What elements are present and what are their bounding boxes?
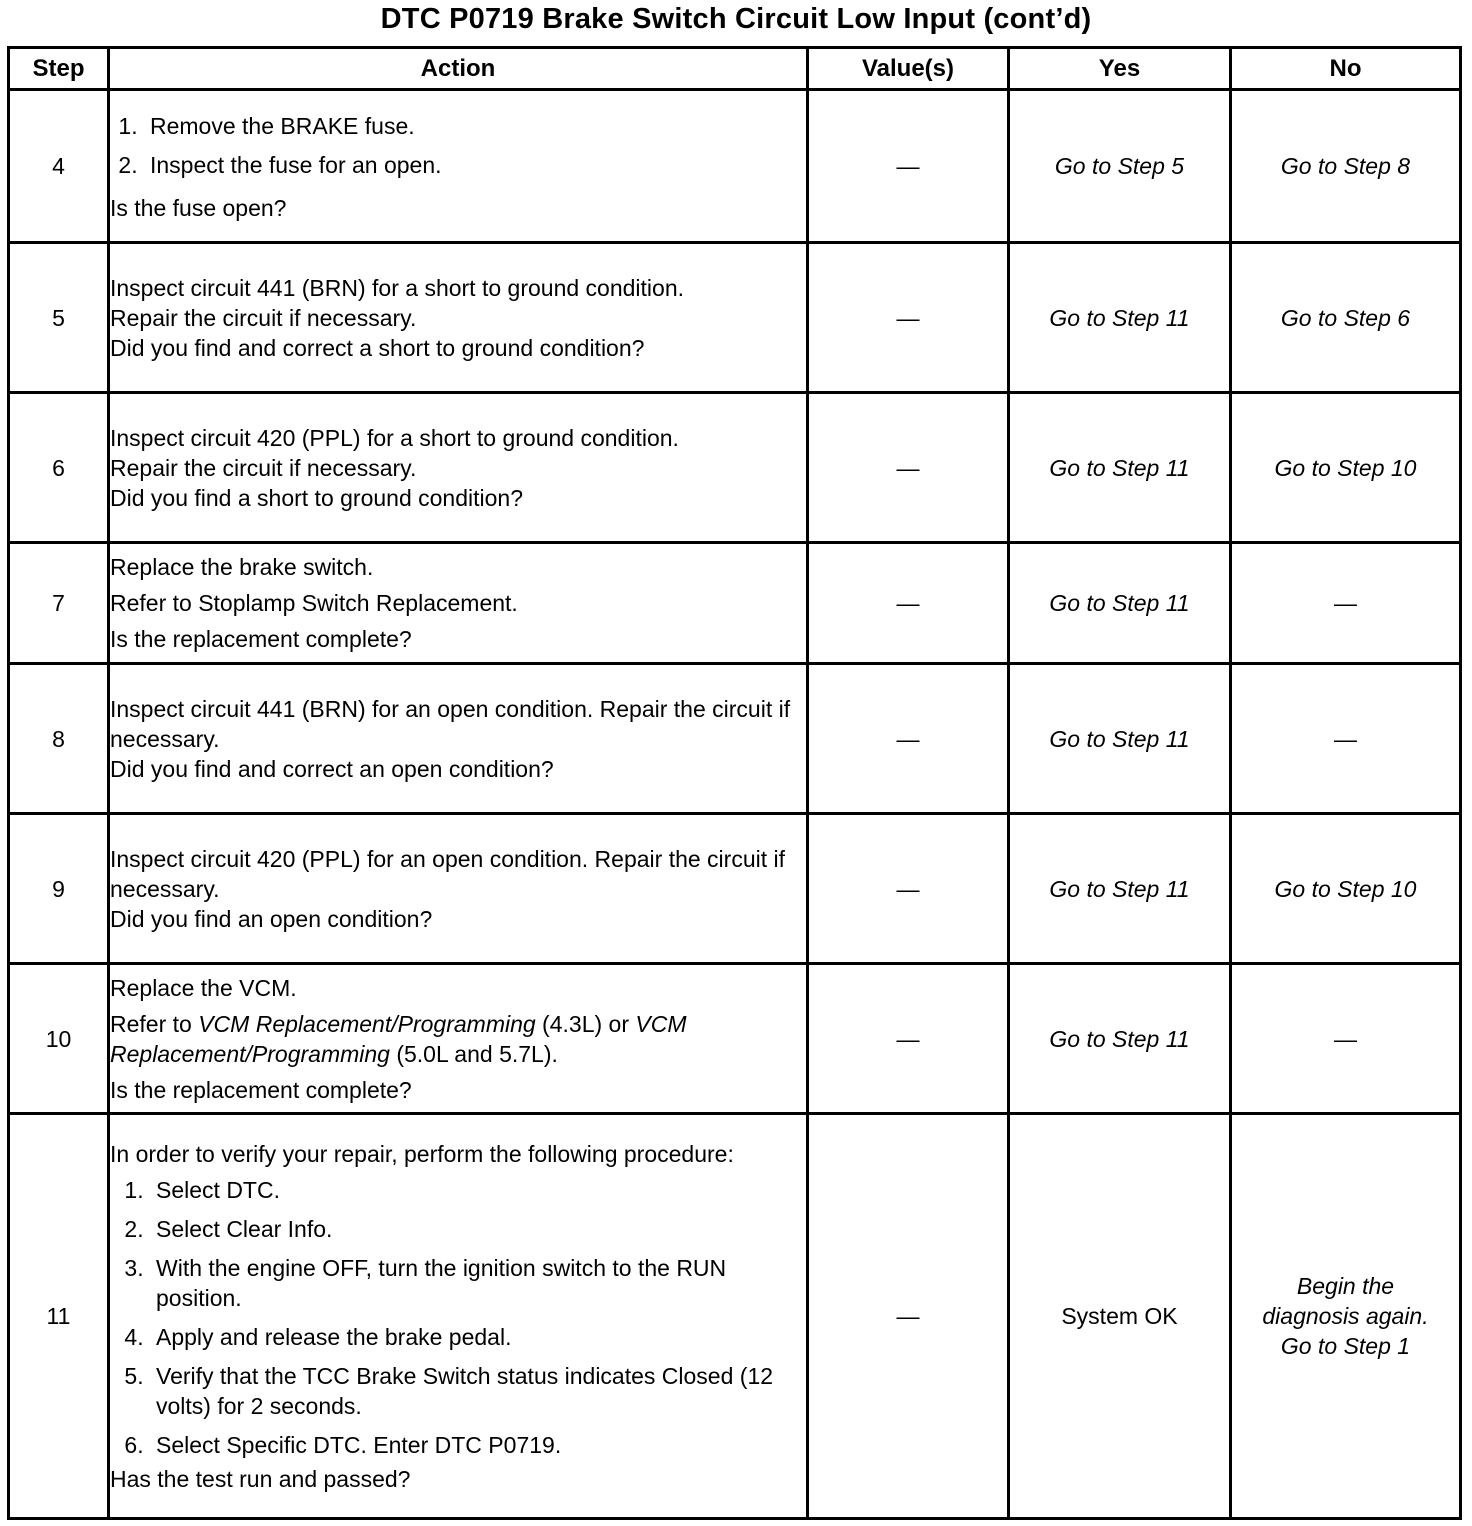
yes-goto: Go to Step 11 [1009,243,1231,393]
action-question: Has the test run and passed? [110,1465,411,1492]
yes-goto: Go to Step 11 [1009,664,1231,814]
step-number: 7 [9,543,109,664]
step-number: 10 [9,964,109,1114]
refer-mid: (4.3L) or [535,1010,636,1037]
list-item: 6. Select Specific DTC. Enter DTC P0719. [150,1430,806,1460]
action-list [110,1175,806,1460]
value-cell: — [808,814,1009,964]
yes-goto: Go to Step 11 [1009,393,1231,543]
action-question: Is the replacement complete? [110,1076,412,1103]
list-item: 3. With the engine OFF, turn the ignition switch to the RUN position. [150,1253,806,1313]
table-header-row [9,48,1461,90]
action-text: In order to verify your repair, perform the following procedure: [110,1140,734,1167]
list-item: 2. Inspect the fuse for an open. [144,150,806,180]
step-number: 5 [9,243,109,393]
no-value: — [1231,964,1461,1114]
action-cell [109,243,808,393]
page-title: DTC P0719 Brake Switch Circuit Low Input (cont’d) [380,3,1092,35]
refer-suffix: (5.0L and 5.7L). [389,1040,558,1067]
header-step: Step [9,48,109,90]
table-row [9,664,1461,814]
action-list [110,111,806,189]
list-item: 4. Apply and release the brake pedal. [150,1322,806,1352]
value-cell: — [808,243,1009,393]
value-cell: — [808,1114,1009,1519]
refer-text [110,1009,806,1069]
yes-goto: Go to Step 5 [1009,90,1231,243]
value-cell: — [808,664,1009,814]
list-item: 1. Remove the BRAKE fuse. [144,111,806,141]
action-cell [109,664,808,814]
no-line: Go to Step 1 [1280,1333,1411,1359]
table-row [9,393,1461,543]
no-goto: Go to Step 10 [1231,814,1461,964]
action-cell [109,543,808,664]
list-item: 5. Verify that the TCC Brake Switch status indicates Closed (12 volts) for 2 seconds. [150,1361,806,1421]
action-text: Repair the circuit if necessary. [110,454,417,481]
yes-goto: Go to Step 11 [1009,814,1231,964]
value-cell: — [808,543,1009,664]
action-cell [109,1114,808,1519]
action-text: Refer to Stoplamp Switch Replacement. [110,590,518,616]
no-value: — [1231,664,1461,814]
table-row [9,964,1461,1114]
table-row [9,90,1461,243]
action-question: Did you find a short to ground condition? [110,484,523,511]
no-value: — [1231,543,1461,664]
reference-link[interactable]: VCM Replacement/Programming [110,1010,687,1067]
yes-goto: Go to Step 11 [1009,964,1231,1114]
action-text: Inspect circuit 441 (BRN) for a short to ground condition. [110,274,685,301]
step-number: 8 [9,664,109,814]
action-question: Did you find and correct a short to ground condition? [110,334,645,361]
no-goto: Go to Step 8 [1231,90,1461,243]
list-item: 1. Select DTC. [150,1175,806,1205]
action-text: Replace the brake switch. [110,554,374,580]
action-text: Inspect circuit 420 (PPL) for a short to ground condition. [110,424,679,451]
no-line: diagnosis again. [1262,1303,1429,1329]
list-item: 2. Select Clear Info. [150,1214,806,1244]
step-number: 11 [9,1114,109,1519]
action-text: Repair the circuit if necessary. [110,304,417,331]
action-cell [109,393,808,543]
refer-prefix: Refer to [110,1010,199,1037]
action-question: Did you find and correct an open condition? [110,755,554,782]
no-goto: Go to Step 10 [1231,393,1461,543]
value-cell: — [808,90,1009,243]
diagnostic-table [7,46,1462,1520]
no-goto: Go to Step 6 [1231,243,1461,393]
action-text: Replace the VCM. [110,974,297,1001]
table-row [9,1114,1461,1519]
action-cell [109,964,808,1114]
header-values: Value(s) [808,48,1009,90]
yes-result: System OK [1009,1114,1231,1519]
header-no: No [1231,48,1461,90]
table-row [9,543,1461,664]
action-text: Inspect circuit 441 (BRN) for an open condition. Repair the circuit if necessary. [110,695,791,752]
value-cell: — [808,964,1009,1114]
action-text: Inspect circuit 420 (PPL) for an open condition. Repair the circuit if necessary. [110,845,786,902]
table-row [9,243,1461,393]
header-yes: Yes [1009,48,1231,90]
action-cell [109,814,808,964]
step-number: 6 [9,393,109,543]
step-number: 9 [9,814,109,964]
action-question: Is the fuse open? [110,195,287,221]
action-cell [109,90,808,243]
header-action: Action [109,48,808,90]
no-line: Begin the [1296,1273,1395,1299]
step-number: 4 [9,90,109,243]
value-cell: — [808,393,1009,543]
table-row [9,814,1461,964]
yes-goto: Go to Step 11 [1009,543,1231,664]
reference-link[interactable]: VCM Replacement/Programming [198,1010,536,1037]
no-instruction [1231,1114,1461,1519]
action-question: Is the replacement complete? [110,626,412,652]
action-question: Did you find an open condition? [110,905,433,932]
